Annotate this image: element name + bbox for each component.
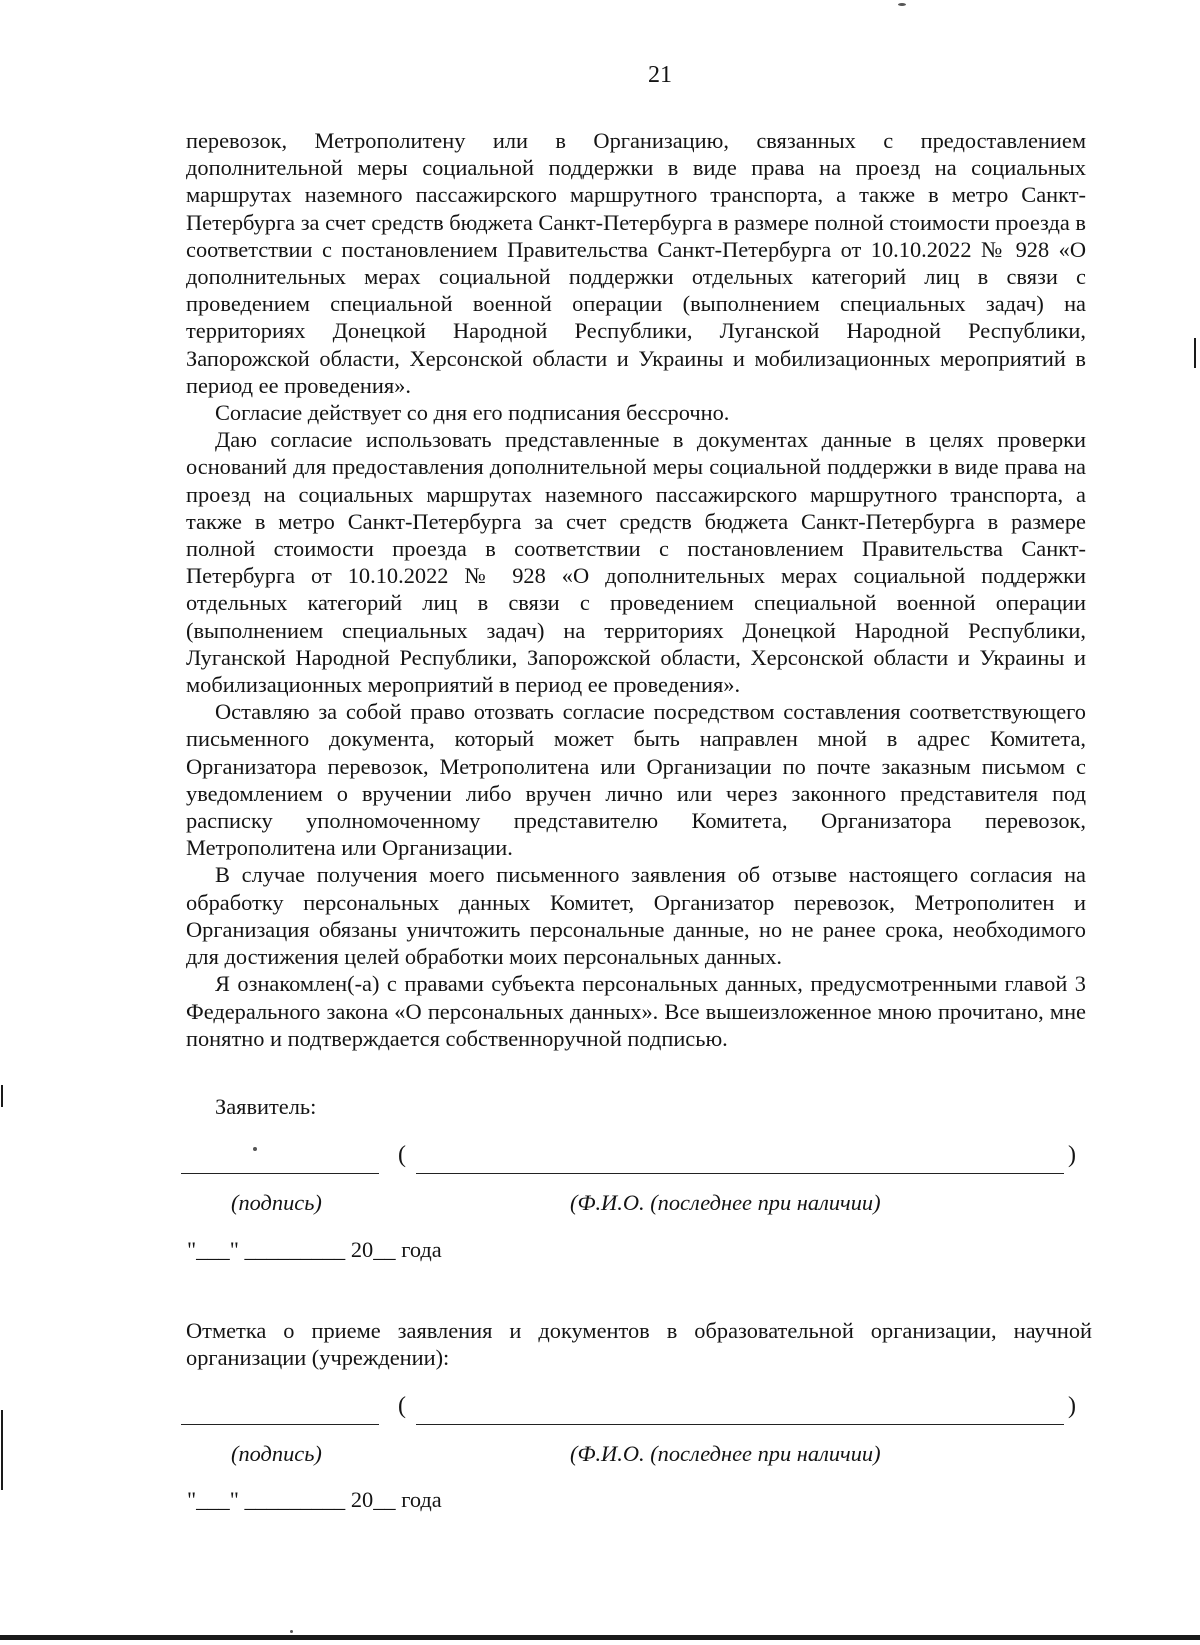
applicant-name-caption: (Ф.И.О. (последнее при наличии) xyxy=(570,1190,881,1215)
reception-name-line xyxy=(416,1424,1064,1425)
scan-left-edge-mark xyxy=(1,1085,3,1107)
applicant-label: Заявитель: xyxy=(215,1094,317,1119)
reception-signature-line xyxy=(181,1424,379,1425)
applicant-name-line xyxy=(416,1173,1064,1174)
paragraph-acknowledgement: Я ознакомлен(-а) с правами субъекта персональных данных, предусмотренными главой 3 Федерального закона «О персональных данных». Все вышеизложенное мною прочитано, мне понятно и подтверждается собственноручной подписью. xyxy=(186,971,1086,1051)
applicant-open-paren: ( xyxy=(398,1142,406,1168)
reception-note: Отметка о приеме заявления и документов в образовательной организации, научной организации (учреждении): xyxy=(186,1318,1092,1371)
paragraph-consent-validity: Согласие действует со дня его подписания бессрочно. xyxy=(215,400,730,426)
reception-close-paren: ) xyxy=(1068,1393,1076,1419)
paragraph-withdrawal-right: Оставляю за собой право отозвать согласие посредством составления соответствующего письменного документа, который может быть направлен мной в адрес Комитета, Организатора перевозок, Метрополитена или Организации по почте заказным письмом с уведомлением о вручении либо вручен лично или через законного представителя под расписку уполномоченному представителю Комитета, Организатора перевозок, Метрополитена или Организации. xyxy=(186,699,1086,861)
applicant-signature-line xyxy=(181,1173,379,1174)
scan-speck xyxy=(290,1630,293,1633)
reception-signature-caption: (подпись) xyxy=(231,1441,322,1466)
applicant-close-paren: ) xyxy=(1068,1142,1076,1168)
scan-right-edge-mark xyxy=(1194,338,1196,368)
page-number: 21 xyxy=(648,62,672,88)
reception-open-paren: ( xyxy=(398,1393,406,1419)
document-body xyxy=(186,127,1086,1052)
scan-speck xyxy=(898,3,906,6)
paragraph-data-usage-consent: Даю согласие использовать представленные в документах данные в целях проверки оснований для предоставления дополнительной меры социальной поддержки в виде права на проезд на социальных маршрутах наземного пассажирского маршрутного транспорта, а также в метро Санкт-Петербурга за счет средств бюджета Санкт-Петербурга в размере полной стоимости проезда в соответствии с постановлением Правительства Санкт-Петербурга от 10.10.2022 № 928 «О дополнительных мерах социальной поддержки отдельных категорий лиц в связи с проведением специальной военной операции (выполнением специальных задач) на территориях Донецкой Народной Республики, Луганской Народной Республики, Запорожской области, Херсонской области и Украины и мобилизационных мероприятий в период ее проведения». xyxy=(186,427,1086,698)
reception-date-line: "___" _________ 20__ года xyxy=(187,1487,442,1512)
paragraph-continuation: перевозок, Метрополитену или в Организацию, связанных с предоставлением дополнительной меры социальной поддержки в виде права на проезд на социальных маршрутах наземного пассажирского маршрутного транспорта, а также в метро Санкт-Петербурга за счет средств бюджета Санкт-Петербурга в размере полной стоимости проезда в соответствии с постановлением Правительства Санкт-Петербурга от 10.10.2022 № 928 «О дополнительных мерах социальной поддержки отдельных категорий лиц в связи с проведением специальной военной операции (выполнением специальных задач) на территориях Донецкой Народной Республики, Луганской Народной Республики, Запорожской области, Херсонской области и Украины и мобилизационных мероприятий в период ее проведения». xyxy=(186,128,1086,398)
applicant-signature-caption: (подпись) xyxy=(231,1190,322,1215)
applicant-date-line: "___" _________ 20__ года xyxy=(187,1237,442,1262)
scan-bottom-edge xyxy=(0,1635,1200,1640)
reception-name-caption: (Ф.И.О. (последнее при наличии) xyxy=(570,1441,881,1466)
scan-speck xyxy=(253,1147,257,1151)
paragraph-data-destruction: В случае получения моего письменного заявления об отзыве настоящего согласия на обработку персональных данных Комитет, Организатор перевозок, Метрополитен и Организация обязаны уничтожить персональные данные, но не ранее срока, необходимого для достижения целей обработки моих персональных данных. xyxy=(186,862,1086,970)
scan-left-edge-mark-lower xyxy=(1,1410,3,1490)
